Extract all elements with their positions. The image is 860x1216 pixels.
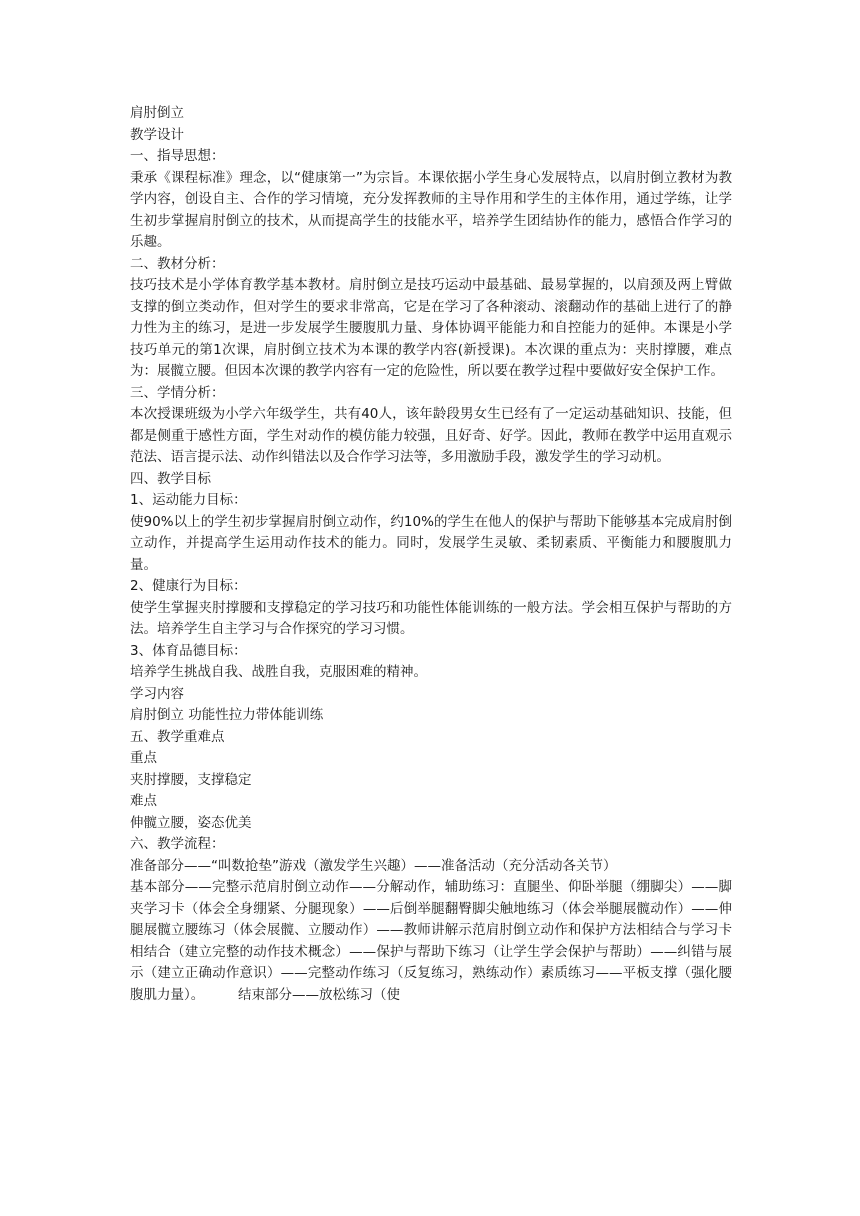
paragraph-students: 本次授课班级为小学六年级学生，共有40人，该年龄段男女生已经有了一定运动基础知识、技能，但都是侧重于感性方面，学生对动作的模仿能力较强，且好奇、好学。因此，教师在教学中运用直观示范法、语言提示法、动作纠错法以及合作学习法等，多用激励手段，激发学生的学习动机。 xyxy=(130,406,732,465)
paragraph-guiding: 秉承《课程标准》理念，以“健康第一”为宗旨。本课依据小学生身心发展特点，以肩肘倒立教材为教学内容，创设自主、合作的学习情境，充分发挥教师的主导作用和学生的主体作用，通过学练，让学生初步掌握肩肘倒立的技术，从而提高学生的技能水平，培养学生团结协作的能力，感悟合作学习的乐趣。 xyxy=(130,169,732,250)
paragraph-material: 技巧技术是小学体育教学基本教材。肩肘倒立是技巧运动中最基础、最易掌握的，以肩颈及两上臂做支撑的倒立类动作，但对学生的要求非常高，它是在学习了各种滚动、滚翻动作的基础上进行了的静力性为主的练习，是进一步发展学生腰腹肌力量、身体协调平能能力和自控能力的延伸。本课是小学技巧单元的第1次课，肩肘倒立技术为本课的教学内容(新授课)。本次课的重点为：夹肘撑腰，难点为：展髋立腰。但因本次课的教学内容有一定的危险性，所以要在教学过程中要做好安全保护工作。 xyxy=(130,277,732,379)
section-heading-material: 二、教材分析： xyxy=(130,255,225,272)
difficulty-text: 伸髋立腰，姿态优美 xyxy=(130,814,252,831)
section-heading-flow: 六、教学流程： xyxy=(130,836,225,852)
section-heading-students: 三、学情分析： xyxy=(130,384,225,401)
doc-title: 肩肘倒立 xyxy=(130,105,184,121)
goal-2-heading: 2、健康行为目标： xyxy=(130,578,247,594)
flow-basic: 基本部分——完整示范肩肘倒立动作——分解动作，辅助练习：直腿坐、仰卧举腿（绷脚尖）——脚夹学习卡（体会全身绷紧、分腿现象）——后倒举腿翻臀脚尖触地练习（体会举腿展髋动作）——伸腿展髋立腰练习（体会展髋、立腰动作）——教师讲解示范肩肘倒立动作和保护方法相结合与学习卡相结合（建立完整的动作技术概念）——保护与帮助下练习（让学生学会保护与帮助）——纠错与展示（建立正确动作意识）——完整动作练习（反复练习，熟练动作）素质练习——平板支撑（强化腰腹肌力量）。 结束部分——放松练习（使 xyxy=(130,879,732,1003)
key-label: 重点 xyxy=(130,750,157,766)
section-heading-goals: 四、教学目标 xyxy=(130,470,211,487)
section-heading-guiding: 一、指导思想： xyxy=(130,148,225,164)
goal-2-text: 使学生掌握夹肘撑腰和支撑稳定的学习技巧和功能性体能训练的一般方法。学会相互保护与帮助的方法。培养学生自主学习与合作探究的学习习惯。 xyxy=(130,599,732,637)
goal-3-text: 培养学生挑战自我、战胜自我，克服困难的精神。 xyxy=(130,664,427,680)
section-heading-keypoints: 五、教学重难点 xyxy=(130,728,225,745)
key-text: 夹肘撑腰，支撑稳定 xyxy=(130,771,252,788)
document-body xyxy=(130,103,732,1006)
goal-1-heading: 1、运动能力目标： xyxy=(130,492,247,508)
difficulty-label: 难点 xyxy=(130,793,157,809)
goal-3-heading: 3、体育品德目标： xyxy=(130,642,247,659)
goal-1-text: 使90%以上的学生初步掌握肩肘倒立动作，约10%的学生在他人的保护与帮助下能够基本完成肩肘倒立动作，并提高学生运用动作技术的能力。同时，发展学生灵敏、柔韧素质、平衡能力和腰腹肌力量。 xyxy=(130,513,732,573)
doc-subtitle: 教学设计 xyxy=(130,126,184,143)
content-text: 肩肘倒立 功能性拉力带体能训练 xyxy=(130,707,324,723)
flow-prep: 准备部分——“叫数抢垫”游戏（激发学生兴趣）——准备活动（充分活动各关节） xyxy=(130,857,617,874)
section-heading-content: 学习内容 xyxy=(130,685,184,702)
